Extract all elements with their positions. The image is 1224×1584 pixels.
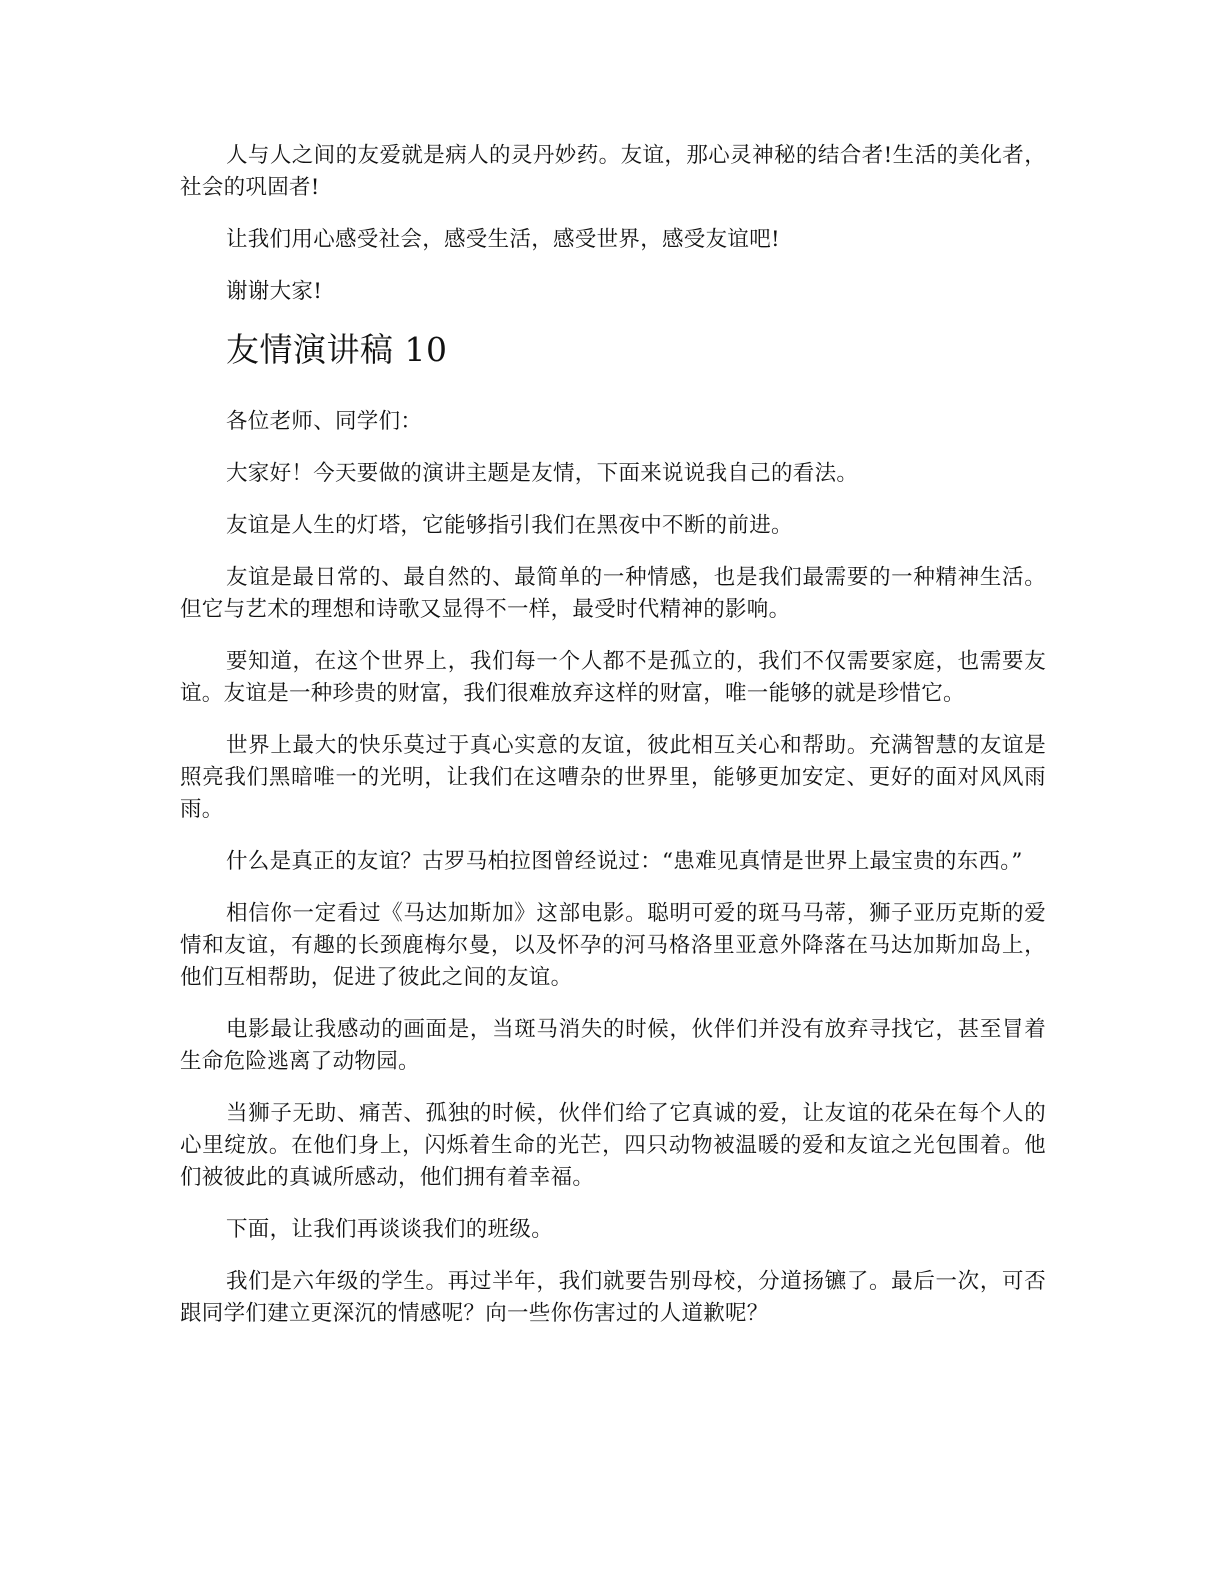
paragraph: 要知道，在这个世界上，我们每一个人都不是孤立的，我们不仅需要家庭，也需要友谊。友谊是一种珍贵的财富，我们很难放弃这样的财富，唯一能够的就是珍惜它。 [180, 649, 1046, 706]
paragraph: 友谊是最日常的、最自然的、最简单的一种情感，也是我们最需要的一种精神生活。但它与艺术的理想和诗歌又显得不一样，最受时代精神的影响。 [180, 565, 1046, 622]
paragraph: 让我们用心感受社会，感受生活，感受世界，感受友谊吧! [226, 227, 780, 252]
paragraph: 电影最让我感动的画面是，当斑马消失的时候，伙伴们并没有放弃寻找它，甚至冒着生命危险逃离了动物园。 [180, 1017, 1046, 1074]
section-heading: 友情演讲稿 10 [226, 330, 448, 369]
paragraph: 各位老师、同学们： [226, 409, 423, 434]
paragraph: 谢谢大家! [226, 279, 323, 304]
paragraph: 什么是真正的友谊？古罗马柏拉图曾经说过：“患难见真情是世界上最宝贵的东西。” [226, 849, 1023, 874]
paragraph: 大家好！今天要做的演讲主题是友情，下面来说说我自己的看法。 [226, 461, 859, 486]
paragraph: 相信你一定看过《马达加斯加》这部电影。聪明可爱的斑马马蒂，狮子亚历克斯的爱情和友谊，有趣的长颈鹿梅尔曼，以及怀孕的河马格洛里亚意外降落在马达加斯加岛上，他们互相帮助，促进了彼此之间的友谊。 [180, 901, 1046, 990]
paragraph: 世界上最大的快乐莫过于真心实意的友谊，彼此相互关心和帮助。充满智慧的友谊是照亮我们黑暗唯一的光明，让我们在这嘈杂的世界里，能够更加安定、更好的面对风风雨雨。 [180, 733, 1046, 822]
paragraph: 当狮子无助、痛苦、孤独的时候，伙伴们给了它真诚的爱，让友谊的花朵在每个人的心里绽放。在他们身上，闪烁着生命的光芒，四只动物被温暖的爱和友谊之光包围着。他们被彼此的真诚所感动，他们拥有着幸福。 [180, 1101, 1046, 1190]
document-page [180, 140, 1046, 1350]
paragraph: 人与人之间的友爱就是病人的灵丹妙药。友谊，那心灵神秘的结合者!生活的美化者，社会的巩固者! [180, 143, 1046, 200]
paragraph: 我们是六年级的学生。再过半年，我们就要告别母校，分道扬镳了。最后一次，可否跟同学们建立更深沉的情感呢？向一些你伤害过的人道歉呢？ [180, 1269, 1046, 1326]
paragraph: 下面，让我们再谈谈我们的班级。 [226, 1217, 554, 1242]
paragraph: 友谊是人生的灯塔，它能够指引我们在黑夜中不断的前进。 [226, 513, 793, 538]
